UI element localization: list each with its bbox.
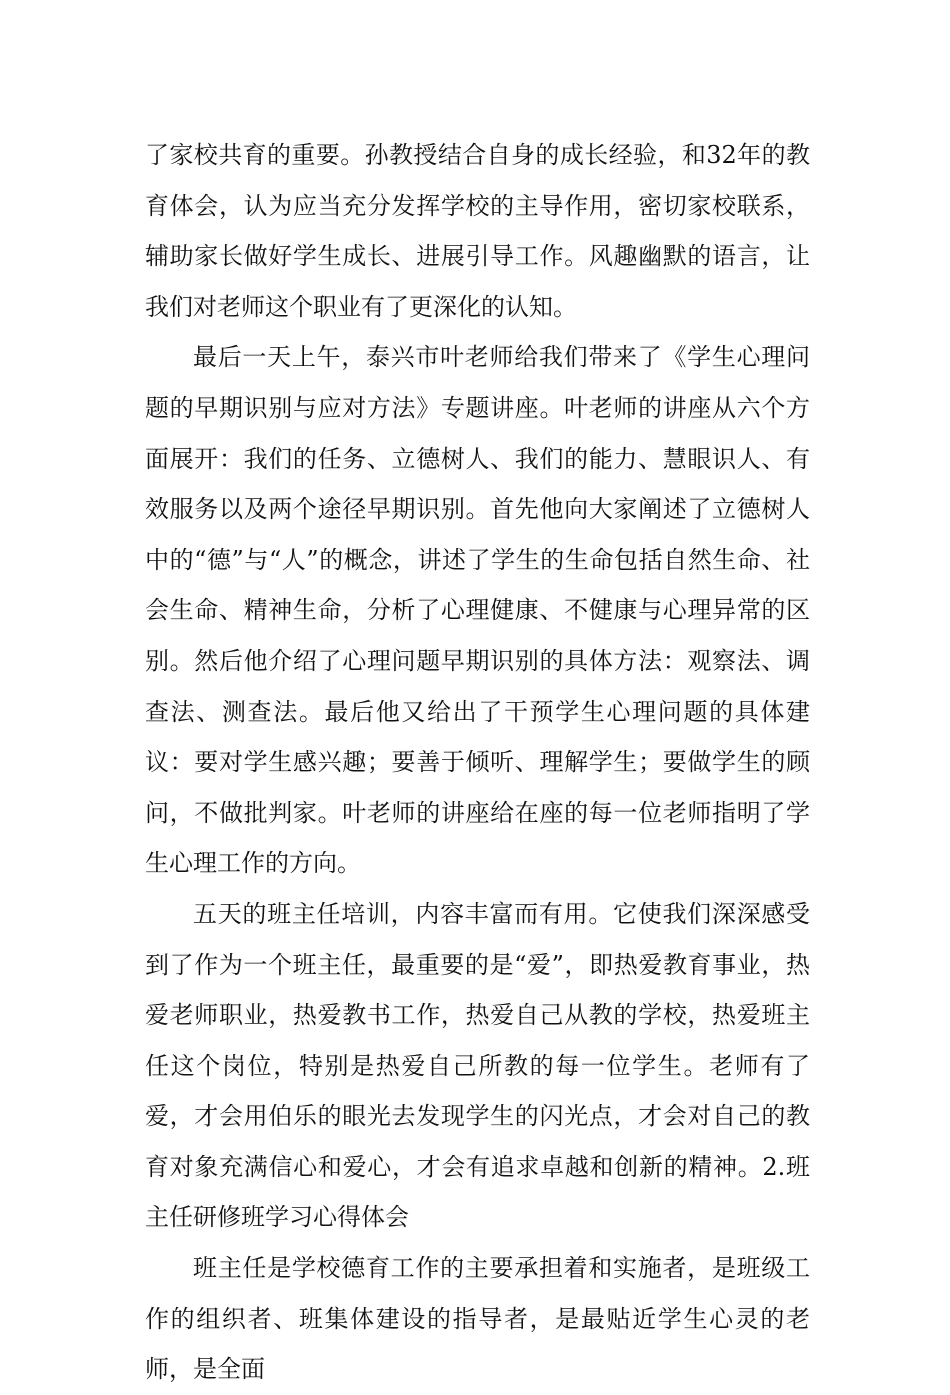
paragraph-3: 五天的班主任培训，内容丰富而有用。它使我们深深感受到了作为一个班主任，最重要的是“爱”，即热爱教育事业，热爱老师职业，热爱教书工作，热爱自己从教的学校，热爱班主任这个岗位，特别是热爱自己所教的每一位学生。老师有了爱，才会用伯乐的眼光去发现学生的闪光点，才会对自己的教育对象充满信心和爱心，才会有追求卓越和创新的精神。2.班主任研修班学习心得体会 <box>145 899 810 1232</box>
paragraph-1: 了家校共育的重要。孙教授结合自身的成长经验，和32年的教育体会，认为应当充分发挥学校的主导作用，密切家校联系，辅助家长做好学生成长、进展引导工作。风趣幽默的语言，让我们对老师这个职业有了更深化的认知。 <box>145 141 810 321</box>
document-body <box>145 130 810 1395</box>
paragraph-2: 最后一天上午，泰兴市叶老师给我们带来了《学生心理问题的早期识别与应对方法》专题讲座。叶老师的讲座从六个方面展开：我们的任务、立德树人、我们的能力、慧眼识人、有效服务以及两个途径早期识别。首先他向大家阐述了立德树人中的“德”与“人”的概念，讲述了学生的生命包括自然生命、社会生命、精神生命，分析了心理健康、不健康与心理异常的区别。然后他介绍了心理问题早期识别的具体方法：观察法、调查法、测查法。最后他又给出了干预学生心理问题的具体建议：要对学生感兴趣；要善于倾听、理解学生；要做学生的顾问，不做批判家。叶老师的讲座给在座的每一位老师指明了学生心理工作的方向。 <box>145 343 810 878</box>
paragraph-4: 班主任是学校德育工作的主要承担着和实施者，是班级工作的组织者、班集体建设的指导者，是最贴近学生心灵的老师，是全面 <box>145 1254 810 1384</box>
